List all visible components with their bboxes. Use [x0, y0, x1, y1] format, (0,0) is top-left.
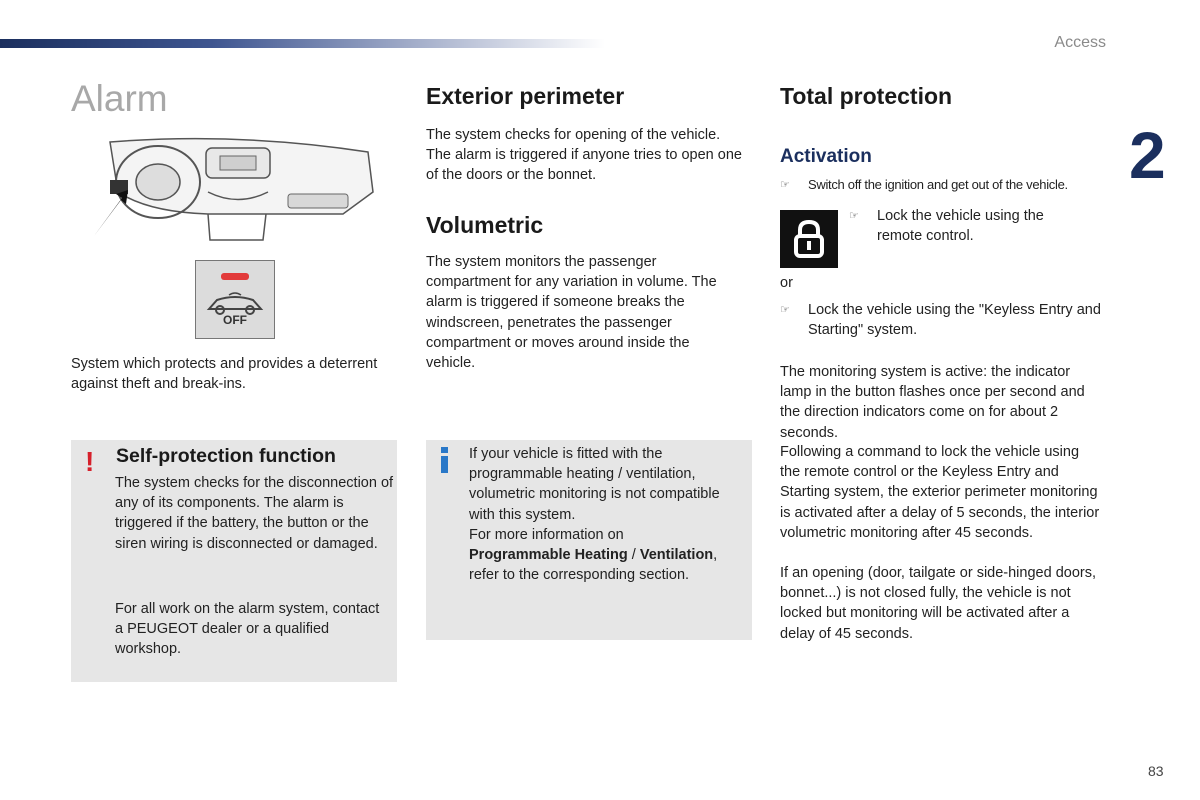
header-gradient-bar [0, 39, 605, 48]
chapter-number: 2 [1129, 118, 1166, 192]
alarm-button-icon [195, 260, 275, 339]
bullet-remote-lock-text: Lock the vehicle using the remote control. [877, 208, 1044, 245]
pointing-hand-icon: ☞ [780, 304, 790, 316]
warning-title: Self-protection function [116, 445, 336, 467]
info-icon [438, 446, 452, 474]
warning-box [71, 440, 397, 682]
exterior-perimeter-heading: Exterior perimeter [426, 83, 625, 109]
warning-paragraph-2: For all work on the alarm system, contact a PEUGEOT dealer or a qualified workshop. [115, 601, 380, 658]
or-text: or [780, 275, 793, 291]
monitoring-paragraph-2: Following a command to lock the vehicle using the remote control or the Keyless Entry and Starting system, the exterior perimeter monitoring is activated after a delay of 5 seconds, the interior volumetric monitoring after 45 seconds. [780, 444, 1100, 541]
bullet-keyless-lock-text: Lock the vehicle using the "Keyless Entry and Starting" system. [808, 302, 1101, 339]
info-text-part-3: , refer to the corresponding section. [469, 547, 718, 584]
warning-paragraph-1: The system checks for the disconnection of any of its components. The alarm is triggered if the battery, the button or the siren wiring is disconnected or damaged. [115, 475, 394, 552]
info-text-part-2: For more information on [469, 526, 624, 543]
bullet-remote-lock [849, 206, 1079, 246]
bullet-keyless-lock [780, 300, 1110, 340]
monitoring-paragraph-3: If an opening (door, tailgate or side-hinged doors, bonnet...) is not closed fully, the vehicle is not locked but monitoring will be activated after a delay of 45 seconds. [780, 565, 1096, 642]
section-title: Access [1054, 34, 1106, 51]
bullet-ignition [780, 175, 1120, 195]
button-off-label: OFF [223, 313, 247, 327]
total-protection-heading: Total protection [780, 83, 953, 109]
info-separator: / [627, 547, 640, 564]
page-title: Alarm [71, 78, 168, 119]
volumetric-heading: Volumetric [426, 212, 544, 238]
pointing-hand-icon: ☞ [849, 210, 859, 222]
info-bold-ventilation: Ventilation [639, 547, 714, 564]
exterior-perimeter-text: The system checks for opening of the vehicle. The alarm is triggered if anyone tries to open one of the doors or the bonnet. [426, 127, 742, 184]
lock-icon [780, 210, 838, 268]
alarm-caption: System which protects and provides a deterrent against theft and break-ins. [71, 356, 378, 393]
info-box [426, 440, 752, 640]
page-number: 83 [1148, 763, 1164, 779]
info-bold-heating: Programmable Heating [469, 547, 628, 564]
volumetric-text: The system monitors the passenger compartment for any variation in volume. The alarm is triggered if someone breaks the windscreen, penetrates the passenger compartment or moves around inside the vehicle. [426, 254, 717, 372]
bullet-ignition-text: Switch off the ignition and get out of the vehicle. [808, 177, 1068, 192]
pointing-hand-icon: ☞ [780, 179, 790, 191]
info-text [469, 444, 745, 585]
warning-icon: ! [85, 446, 95, 477]
info-text-part-1: If your vehicle is fitted with the programmable heating / ventilation, volumetric monitoring is not compatible with this system. [469, 446, 720, 523]
dashboard-illustration [88, 132, 378, 248]
activation-subheading: Activation [780, 146, 872, 167]
monitoring-paragraph-1: The monitoring system is active: the indicator lamp in the button flashes once per second and the direction indicators come on for about 2 seconds. [780, 364, 1085, 441]
